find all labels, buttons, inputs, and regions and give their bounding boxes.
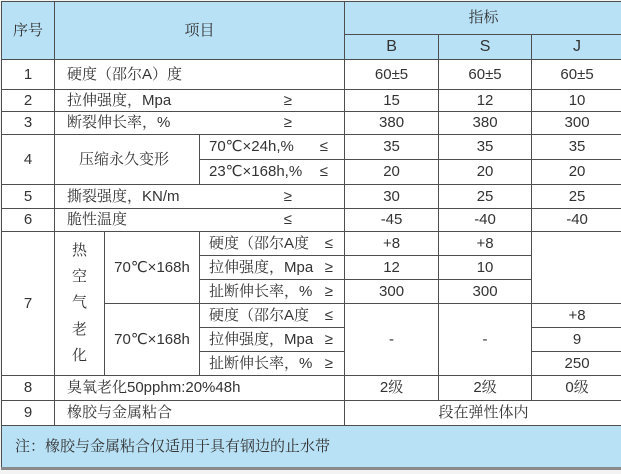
r7e-value-j: 9 [532,328,621,352]
r7-g2-value-s-merged: - [439,304,532,376]
r4b-value-s: 20 [439,160,532,185]
col-header-j: J [532,35,621,60]
r4a-value-s: 35 [439,135,532,160]
r7d-value-j: +8 [532,304,621,328]
r4a-condition-cell [200,135,345,160]
r7a-threshold-symbol: ≤ [325,235,344,252]
r4b-threshold-symbol: ≤ [320,163,344,180]
r4b-condition-cell [200,160,345,185]
r7f-item-cell [200,352,345,376]
col-header-index: 指标 [345,2,621,35]
table-row-6 [2,209,621,232]
table-row-5 [2,185,621,209]
r1-item: 硬度（邵尔A）度 [55,60,345,90]
r3-threshold-symbol: ≥ [284,114,344,131]
col-header-b: B [345,35,439,60]
r7c-item-label: 扯断伸长率，% [200,283,312,300]
r7b-threshold-symbol: ≥ [325,259,344,276]
r7f-item-label: 扯断伸长率，% [200,355,312,372]
r7-group-label: 热空气老化 [72,238,87,369]
r4-item: 压缩永久变形 [55,135,200,185]
r5-item-cell [55,185,345,209]
r6-threshold-symbol: ≤ [284,211,344,228]
r6-item-cell [55,209,345,232]
r4a-value-j: 35 [532,135,621,160]
r7a-item-label: 硬度（邵尔A度 [200,235,309,252]
r7b-item-cell [200,256,345,280]
r2-value-j: 10 [532,90,621,112]
r9-item: 橡胶与金属粘合 [55,401,345,426]
col-header-item: 项目 [55,2,345,60]
r1-value-b: 60±5 [345,60,439,90]
r2-item-cell [55,90,345,112]
col-header-no: 序号 [2,2,55,60]
r7b-value-b: 12 [345,256,439,280]
r2-threshold-symbol: ≥ [284,92,344,109]
r2-value-b: 15 [345,90,439,112]
r4b-condition-label: 23℃×168h,% [200,163,302,180]
r1-value-j: 60±5 [532,60,621,90]
r9-no: 9 [2,401,55,426]
header-row-1 [2,2,621,35]
r7d-item-label: 硬度（邵尔A度 [200,307,309,324]
r7a-item-cell [200,232,345,256]
r6-value-s: -40 [439,209,532,232]
r6-value-b: -45 [345,209,439,232]
r3-value-s: 380 [439,112,532,135]
r5-value-j: 25 [532,185,621,209]
r3-value-j: 300 [532,112,621,135]
r8-item: 臭氧老化50pphm:20%48h [55,376,345,401]
r7a-value-s: +8 [439,232,532,256]
r5-threshold-symbol: ≥ [284,188,344,205]
note-row [2,426,621,469]
r7e-threshold-symbol: ≥ [325,331,344,348]
r7f-threshold-symbol: ≥ [325,355,344,372]
table-row-3 [2,112,621,135]
table-row-1 [2,60,621,90]
r4b-value-j: 20 [532,160,621,185]
r8-value-s: 2级 [439,376,532,401]
table-row-8 [2,376,621,401]
r6-value-j: -40 [532,209,621,232]
r2-item-label: 拉伸强度，Mpa [55,92,171,109]
r7-g2-value-b-merged: - [345,304,439,376]
r7c-threshold-symbol: ≥ [325,283,344,300]
r4a-threshold-symbol: ≤ [320,138,344,155]
table-row-2 [2,90,621,112]
r7d-threshold-symbol: ≤ [325,307,344,324]
r7-g1-condition: 70℃×168h [105,232,200,304]
r7-no: 7 [2,232,55,376]
spec-table [1,1,621,470]
table-note: 注：橡胶与金属粘合仅适用于具有钢边的止水带 [2,426,621,469]
r8-value-b: 2级 [345,376,439,401]
r7a-value-b: +8 [345,232,439,256]
r3-no: 3 [2,112,55,135]
r4a-condition-label: 70℃×24h,% [200,138,294,155]
r1-no: 1 [2,60,55,90]
r3-item-label: 断裂伸长率，% [55,114,170,131]
r5-value-b: 30 [345,185,439,209]
r6-item-label: 脆性温度 [55,211,127,228]
r7c-value-s: 300 [439,280,532,304]
r9-merged-value: 段在弹性体内 [345,401,621,426]
r3-value-b: 380 [345,112,439,135]
col-header-s: S [439,35,532,60]
r7f-value-j: 250 [532,352,621,376]
r7-group-cell [55,232,105,376]
r3-item-cell [55,112,345,135]
table-row-7a [2,232,621,256]
r7e-item-cell [200,328,345,352]
r1-value-s: 60±5 [439,60,532,90]
r7-g1-value-j-merged [532,232,621,304]
r5-item-label: 撕裂强度，KN/m [55,188,180,205]
r6-no: 6 [2,209,55,232]
r2-value-s: 12 [439,90,532,112]
r4-no: 4 [2,135,55,185]
r7e-item-label: 拉伸强度，Mpa [200,331,313,348]
r5-value-s: 25 [439,185,532,209]
r7-g2-condition: 70℃×168h [105,304,200,376]
r4b-value-b: 20 [345,160,439,185]
r2-no: 2 [2,90,55,112]
r4a-value-b: 35 [345,135,439,160]
r7d-item-cell [200,304,345,328]
r5-no: 5 [2,185,55,209]
r7c-value-b: 300 [345,280,439,304]
r8-no: 8 [2,376,55,401]
table-row-4a [2,135,621,160]
r7b-item-label: 拉伸强度，Mpa [200,259,313,276]
r7c-item-cell [200,280,345,304]
r8-value-j: 0级 [532,376,621,401]
r7b-value-s: 10 [439,256,532,280]
table-row-9 [2,401,621,426]
